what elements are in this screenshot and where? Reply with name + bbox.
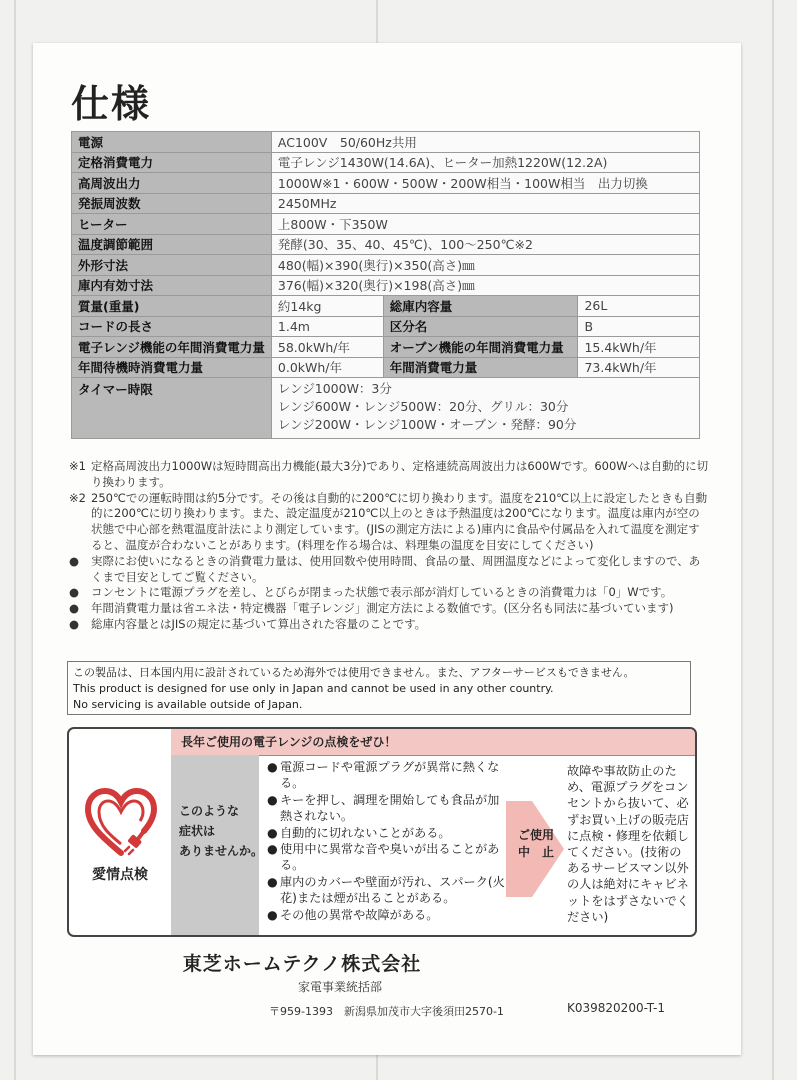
stop-use-label	[509, 827, 563, 861]
symptom-text: 庫内のカバーや壁面が汚れ、スパーク(火花)または煙が出ることがある。	[280, 874, 505, 906]
page-title: 仕様	[71, 82, 152, 126]
spec-value: B	[578, 316, 700, 337]
spec-label: 温度調節範囲	[72, 234, 272, 255]
bullet-icon: ●	[267, 825, 278, 840]
spec-value: 376(幅)×320(奥行)×198(高さ)㎜	[271, 275, 699, 296]
symptom-item	[267, 907, 511, 923]
footnote	[69, 491, 709, 554]
symptom-item	[267, 841, 511, 874]
safety-inspection-box	[67, 727, 697, 937]
footnotes	[69, 459, 709, 633]
spec-row	[72, 255, 700, 276]
spec-value: 1000W※1・600W・500W・200W相当・100W相当 出力切換	[271, 173, 699, 194]
timer-line: レンジ1000W：3分	[277, 381, 392, 396]
footnote-text: 実際にお使いになるときの消費電力量は、使用回数や使用時間、食品の量、周囲温度などによって変化しますので、あくまで目安としてご覧ください。	[91, 553, 701, 584]
spec-label: コードの長さ	[72, 316, 272, 337]
spec-value: 発酵(30、35、40、45℃)、100～250℃※2	[271, 234, 699, 255]
bullet-icon: ●	[267, 760, 278, 774]
question-line: このような	[179, 804, 240, 818]
spec-row	[72, 132, 700, 153]
symptom-text: 使用中に異常な音や臭いが出ることがある。	[280, 842, 500, 873]
spec-label: 年間待機時消費電力量	[72, 357, 272, 378]
spec-value: 0.0kWh/年	[271, 357, 383, 378]
spec-row	[72, 275, 700, 296]
timer-values	[271, 378, 699, 439]
symptom-text: その他の異常や故障がある。	[280, 907, 439, 922]
company-name	[33, 949, 741, 976]
spec-value: 480(幅)×390(奥行)×350(高さ)㎜	[271, 255, 699, 276]
notice-japanese: この製品は、日本国内用に設計されているため海外では使用できません。また、アフターサービスもできません。	[73, 666, 635, 679]
spec-value: 約14kg	[271, 296, 383, 317]
timer-line: レンジ600W・レンジ500W：20分、グリル：30分	[277, 399, 569, 414]
symptom-item	[267, 792, 511, 825]
spec-row-timer	[72, 378, 700, 439]
inspection-banner: 長年ご使用の電子レンジの点検をぜひ！	[171, 729, 695, 756]
question-line: 症状は	[179, 824, 216, 838]
spec-row	[72, 152, 700, 173]
spec-label: 電子レンジ機能の年間消費電力量	[72, 337, 272, 358]
spec-value: 73.4kWh/年	[578, 357, 700, 378]
inspection-logo-label: 愛情点検	[92, 867, 148, 883]
spec-table	[71, 131, 700, 439]
spec-value: 58.0kWh/年	[271, 337, 383, 358]
footnote-text: 年間消費電力量は省エネ法・特定機器「電子レンジ」測定方法による数値です。(区分名も同法に基づいています)	[91, 601, 674, 616]
symptom-text: 電源コードや電源プラグが異常に熱くなる。	[280, 760, 500, 791]
symptom-item	[267, 874, 511, 907]
notice-english-1: This product is designed for use only in Japan and cannot be used in any other country.	[73, 682, 554, 695]
bullet-icon: ●	[69, 616, 80, 631]
spec-label: 年間消費電力量	[383, 357, 578, 378]
heart-plug-icon	[82, 787, 160, 859]
spec-label: 電源	[72, 132, 272, 153]
footnote-text: コンセントに電源プラグを差し、とびらが閉まった状態で表示部が消灯しているときの消費電力は「0」Wです。	[91, 585, 673, 600]
spec-label: 発振周波数	[72, 193, 272, 214]
spec-row	[72, 214, 700, 235]
stop-use-line: 中 止	[517, 845, 554, 859]
spec-value: 1.4m	[271, 316, 383, 337]
symptom-text: 自動的に切れないことがある。	[280, 825, 451, 840]
spec-label: 高周波出力	[72, 173, 272, 194]
spec-label: 総庫内容量	[383, 296, 578, 317]
spec-label: 区分名	[383, 316, 578, 337]
symptom-text: キーを押し、調理を開始しても食品が加熱されない。	[280, 792, 500, 824]
footnote-text: 定格高周波出力1000Wは短時間高出力機能(最大3分)であり、定格連続高周波出力は600Wです。600Wへは自動的に切り換わります。	[91, 459, 709, 489]
spec-label: オーブン機能の年間消費電力量	[383, 337, 578, 358]
footnote-text: 250℃での運転時間は約5分です。その後は自動的に200℃に切り換わります。温度を210℃以上に設定したときも自動的に200℃に切り換わります。また、設定温度が210℃以上のときは予熱温度は200℃になります。温度は庫内が空の状態で中心部を熱電温度計法により測定しています。(JISの測定方法による)庫内に食品や付属品を入れて温度を測定すると、温度が合わないことがあります。(料理を作る場合は、料理集の温度を目安にしてください)	[91, 490, 708, 552]
notice-english-2: No servicing is available outside of Japan.	[73, 698, 303, 711]
spec-value: 2450MHz	[271, 193, 699, 214]
bullet-icon: ●	[69, 553, 80, 568]
footnote-text: 総庫内容量とはJISの規定に基づいて算出された容量のことです。	[91, 616, 427, 631]
footnote	[69, 459, 709, 491]
footnote	[69, 554, 709, 586]
bullet-icon: ●	[267, 907, 278, 922]
spec-label: タイマー時限	[72, 378, 272, 439]
spec-row	[72, 234, 700, 255]
footnote-mark: ※1	[69, 459, 86, 473]
bullet-icon: ●	[267, 842, 278, 857]
division-name: 家電事業統括部	[298, 980, 383, 994]
spec-row	[72, 316, 700, 337]
footnote	[69, 617, 709, 633]
spec-sheet	[33, 43, 741, 1055]
symptom-question	[171, 755, 264, 935]
footnote-mark: ※2	[69, 490, 86, 505]
spec-label: ヒーター	[72, 214, 272, 235]
spec-label: 外形寸法	[72, 255, 272, 276]
bullet-icon: ●	[69, 601, 80, 616]
bullet-icon: ●	[267, 874, 278, 889]
inspection-logo-panel	[69, 729, 172, 935]
document-code: K039820200-T-1	[567, 1001, 666, 1015]
spec-row	[72, 173, 700, 194]
bullet-icon: ●	[69, 585, 80, 600]
spec-value: 電子レンジ1430W(14.6A)、ヒーター加熱1220W(12.2A)	[271, 152, 699, 173]
spec-label: 定格消費電力	[72, 152, 272, 173]
symptom-item	[267, 759, 511, 792]
question-line: ありませんか。	[179, 844, 264, 858]
footnote	[69, 601, 709, 617]
timer-line: レンジ200W・レンジ100W・オーブン・発酵：90分	[277, 417, 577, 432]
spec-value: 26L	[578, 296, 700, 317]
footnote	[69, 585, 709, 601]
bullet-icon: ●	[267, 792, 278, 807]
spec-row	[72, 296, 700, 317]
inspection-advice: 故障や事故防止のため、電源プラグをコンセントから抜いて、必ずお買い上げの販売店に点検・修理を依頼してください。(技術のあるサービスマン以外の人は絶対にキャビネットをはずさないでください)	[567, 764, 689, 924]
symptom-item	[267, 825, 511, 841]
spec-value: AC100V 50/60Hz共用	[271, 132, 699, 153]
spec-value: 15.4kWh/年	[578, 337, 700, 358]
japan-only-notice	[67, 661, 691, 715]
spec-row	[72, 357, 700, 378]
stop-use-line: ご使用	[517, 828, 554, 842]
company-address: 〒959-1393 新潟県加茂市大字後須田2570-1	[269, 1005, 504, 1018]
spec-row	[72, 193, 700, 214]
company-name-text: 東芝ホームテクノ株式会社	[182, 953, 422, 975]
spec-label: 質量(重量)	[72, 296, 272, 317]
spec-value: 上800W・下350W	[271, 214, 699, 235]
spec-label: 庫内有効寸法	[72, 275, 272, 296]
symptom-list	[267, 759, 511, 923]
spec-row	[72, 337, 700, 358]
